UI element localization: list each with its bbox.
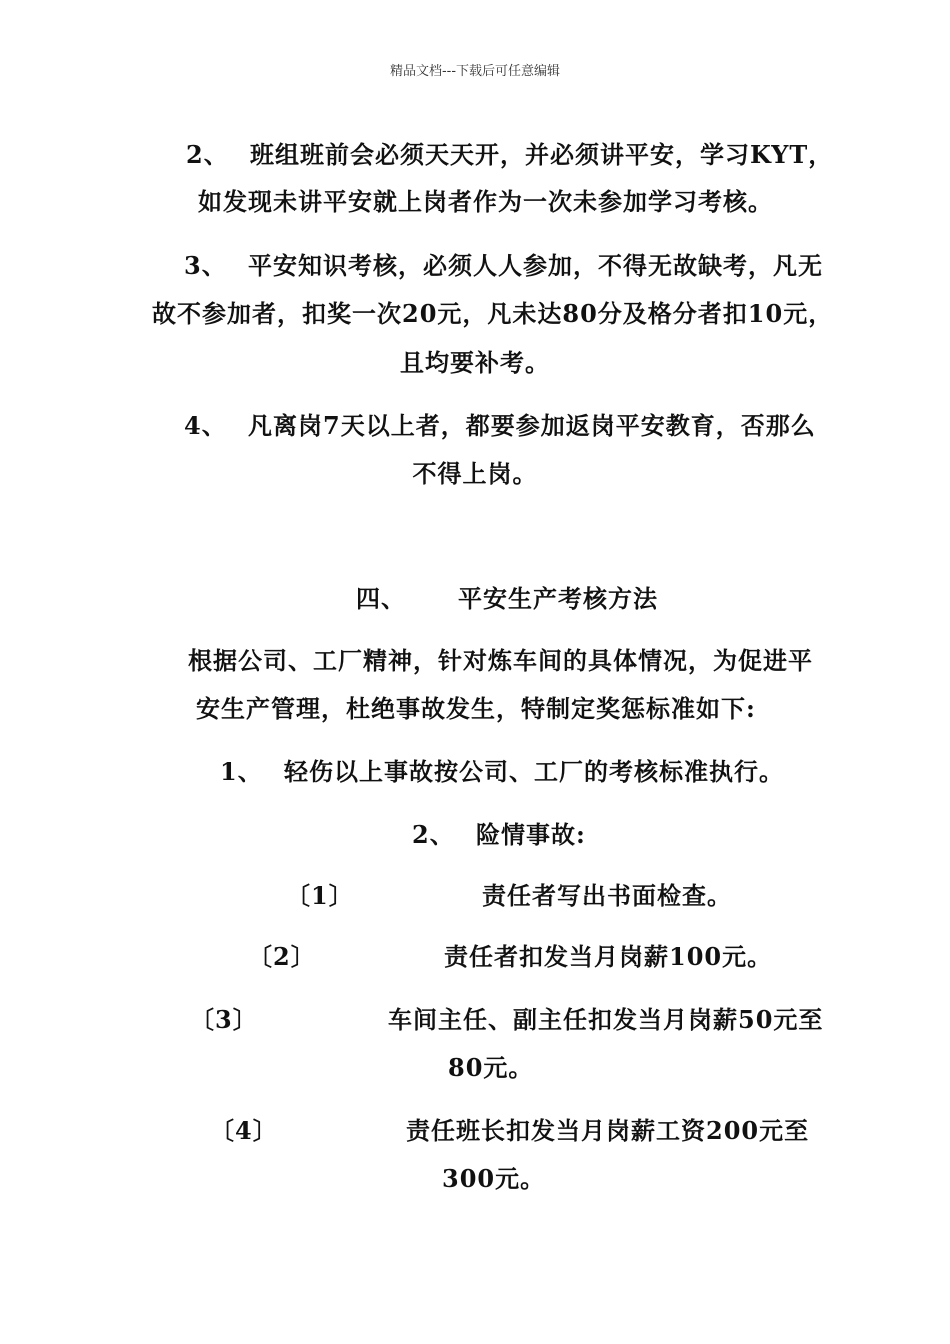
item-2-line-1: 班组班前会必须天天开，并必须讲平安，学习KYT， <box>250 140 834 169</box>
point-2-number: 2、 <box>412 820 455 849</box>
sub-2-number: 〔2〕 <box>248 942 316 971</box>
sub-2-text: 责任者扣发当月岗薪100元。 <box>444 942 773 971</box>
item-2-number: 2、 <box>186 140 229 169</box>
item-3-number: 3、 <box>184 251 227 280</box>
sub-4-number: 〔4〕 <box>210 1116 278 1145</box>
point-1-number: 1、 <box>220 757 263 786</box>
sub-3-number: 〔3〕 <box>190 1005 258 1034</box>
sub-3-line-2: 80元。 <box>448 1053 534 1082</box>
sub-1-text: 责任者写出书面检查。 <box>482 881 732 910</box>
point-1-text: 轻伤以上事故按公司、工厂的考核标准执行。 <box>284 757 784 786</box>
sub-1-number: 〔1〕 <box>286 881 354 910</box>
sub-4-line-2: 300元。 <box>442 1164 546 1193</box>
item-4-number: 4、 <box>184 411 227 440</box>
page-header: 精品文档---下载后可任意编辑 <box>389 64 561 79</box>
item-3-line-3: 且均要补考。 <box>400 348 550 377</box>
item-4-line-2: 不得上岗。 <box>412 459 538 488</box>
item-2-line-2: 如发现未讲平安就上岗者作为一次未参加学习考核。 <box>198 187 773 216</box>
section-4-title: 平安生产考核方法 <box>458 584 658 613</box>
sub-3-line-1: 车间主任、副主任扣发当月岗薪50元至 <box>388 1005 824 1034</box>
item-4-line-1: 凡离岗7天以上者，都要参加返岗平安教育，否那么 <box>248 411 816 440</box>
section-4-intro-line-2: 安生产管理，杜绝事故发生，特制定奖惩标准如下: <box>196 694 756 723</box>
point-2-text: 险情事故: <box>476 820 586 849</box>
item-3-line-2: 故不参加者，扣奖一次20元，凡未达80分及格分者扣10元， <box>152 299 834 328</box>
item-3-line-1: 平安知识考核，必须人人参加，不得无故缺考，凡无 <box>248 251 823 280</box>
section-4-number: 四、 <box>356 584 406 613</box>
sub-4-line-1: 责任班长扣发当月岗薪工资200元至 <box>406 1116 810 1145</box>
section-4-intro-line-1: 根据公司、工厂精神，针对炼车间的具体情况，为促进平 <box>188 646 813 675</box>
